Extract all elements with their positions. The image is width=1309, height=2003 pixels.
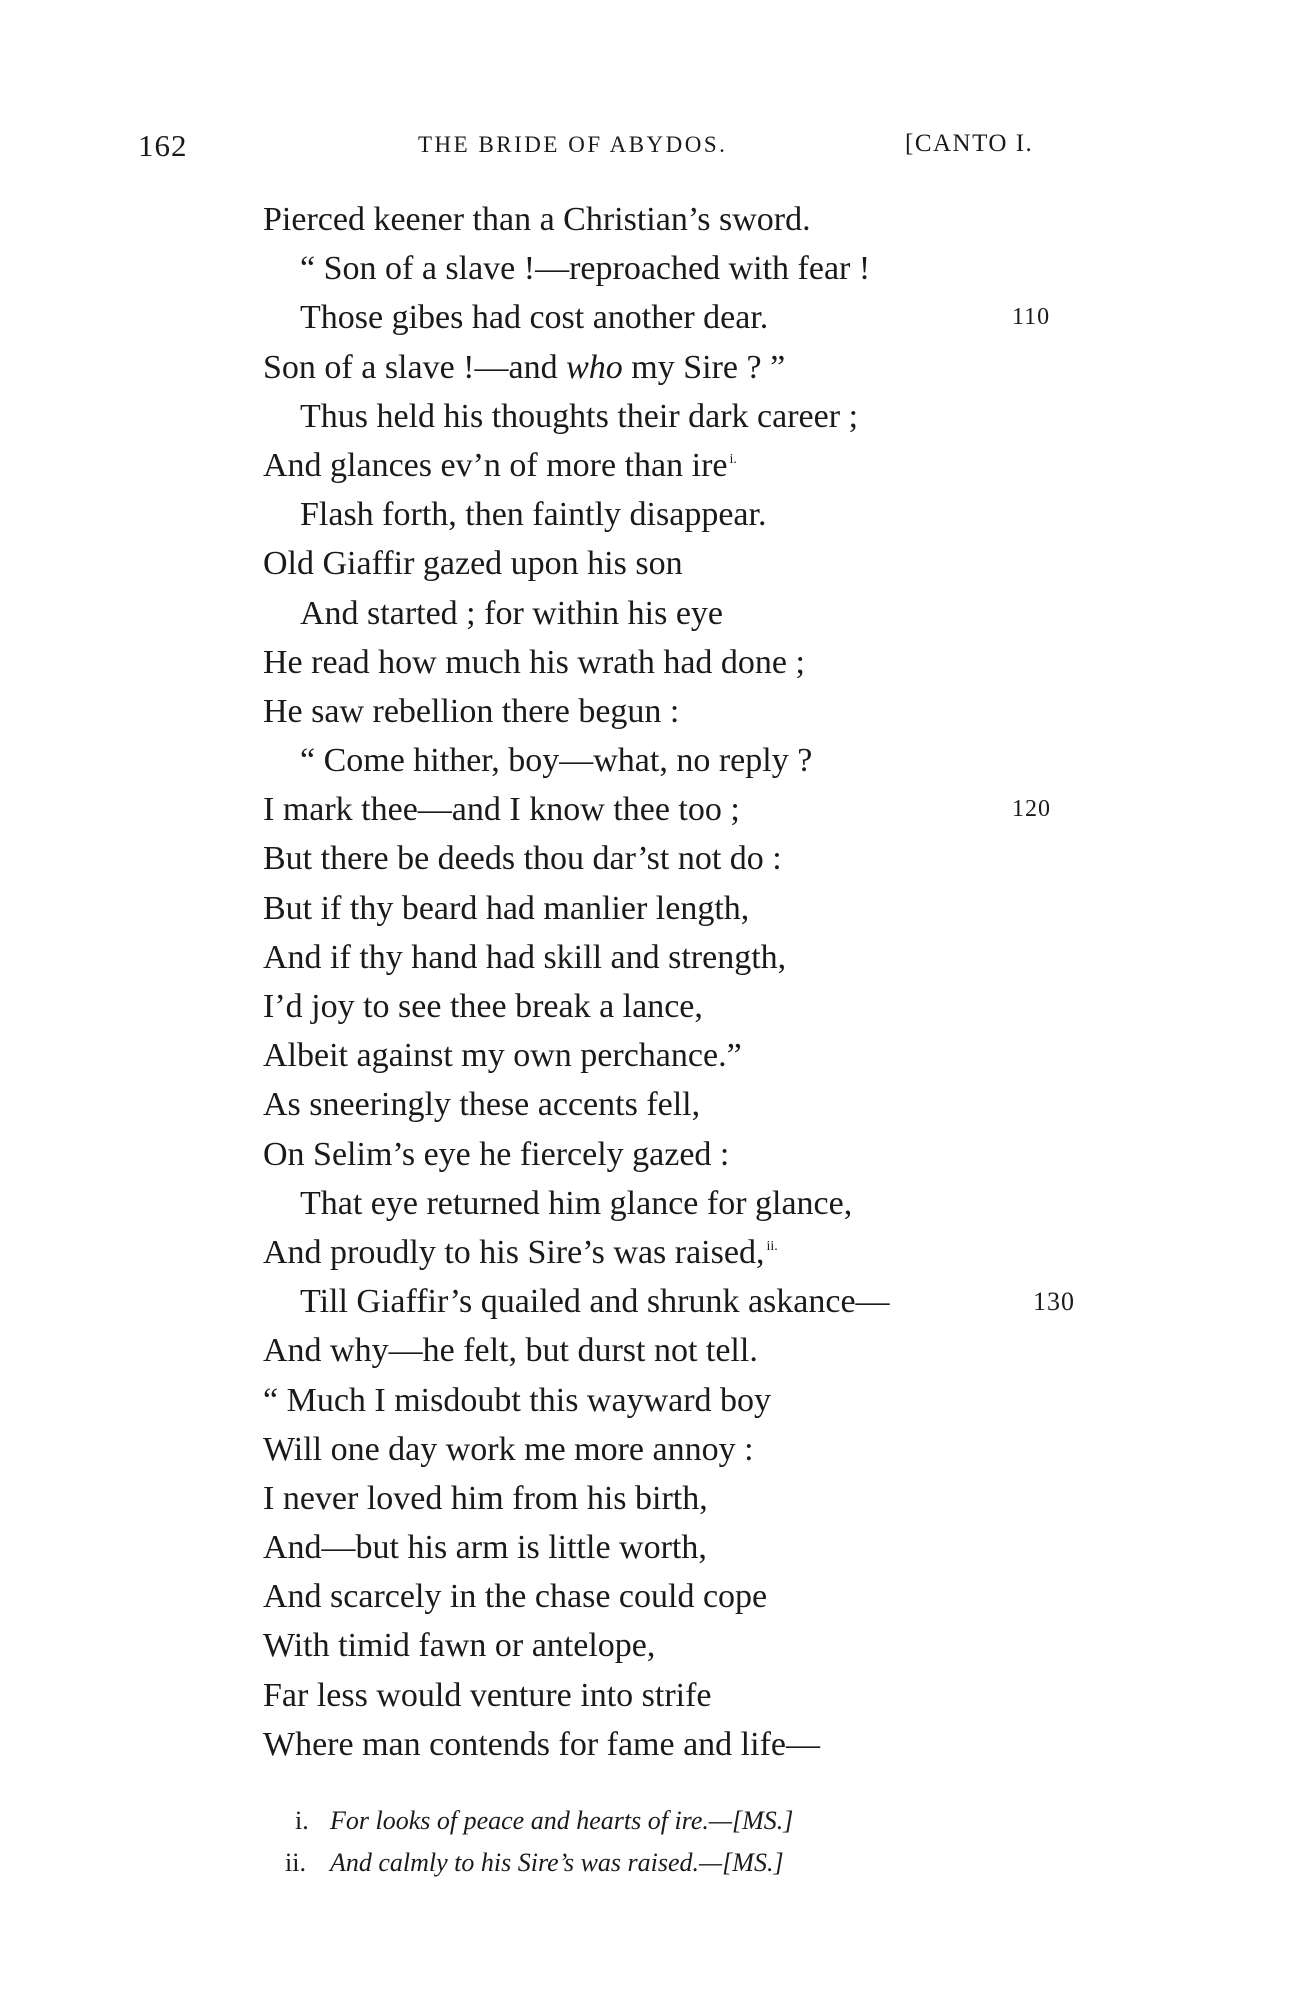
verse-line-text bbox=[300, 293, 768, 342]
verse-line bbox=[0, 244, 1309, 293]
footnotes bbox=[0, 1800, 1309, 1884]
verse-text-segment: Those gibes had cost another dear. bbox=[300, 299, 769, 337]
verse-line bbox=[0, 490, 1309, 539]
verse-line-text bbox=[300, 1179, 852, 1228]
verse-line bbox=[0, 785, 1309, 834]
page-header bbox=[0, 128, 1309, 168]
verse-text-segment: And scarcely in the chase could cope bbox=[263, 1578, 768, 1616]
verse-text-segment: But there be deeds thou dar’st not do : bbox=[263, 840, 782, 878]
verse-line-text bbox=[263, 1720, 820, 1769]
verse-line-text bbox=[300, 736, 812, 785]
verse-line bbox=[0, 1031, 1309, 1080]
verse-line bbox=[0, 687, 1309, 736]
verse-line bbox=[0, 736, 1309, 785]
verse-line bbox=[0, 589, 1309, 638]
verse-line bbox=[0, 1523, 1309, 1572]
verse-text-segment: I mark thee—and I know thee too ; bbox=[263, 791, 740, 829]
verse-text-segment: Pierced keener than a Christian’s sword. bbox=[263, 201, 811, 238]
footnote-text: For looks of peace and hearts of ire.—[MS.] bbox=[330, 1806, 794, 1835]
verse-text-segment: And proudly to his Sire’s was raised, bbox=[263, 1233, 765, 1271]
verse-text-segment: Till Giaffir’s quailed and shrunk askance— bbox=[300, 1283, 890, 1321]
verse-line bbox=[0, 1425, 1309, 1474]
line-number: 110 bbox=[1012, 304, 1051, 331]
verse-line-text bbox=[263, 539, 683, 588]
verse-text-segment: And glances ev’n of more than ire bbox=[263, 446, 728, 484]
verse-line-text bbox=[263, 1130, 729, 1179]
verse-line bbox=[0, 638, 1309, 687]
verse-line-text bbox=[263, 1326, 758, 1375]
verse-line bbox=[0, 834, 1309, 883]
verse-line-text bbox=[263, 1474, 708, 1523]
verse-line-text bbox=[263, 1080, 700, 1129]
verse-text-segment: “ Come hither, boy—what, no reply ? bbox=[300, 742, 813, 780]
verse-line-text bbox=[263, 1621, 655, 1670]
verse-text-segment: And if thy hand had skill and strength, bbox=[263, 938, 787, 976]
verse-text-segment: I never loved him from his birth, bbox=[263, 1479, 708, 1517]
verse-line-text bbox=[300, 490, 766, 539]
verse-line bbox=[0, 441, 1309, 490]
verse-line-text bbox=[263, 195, 811, 244]
verse-line bbox=[0, 1080, 1309, 1129]
verse-line-text bbox=[263, 834, 782, 883]
footnote-text: And calmly to his Sire’s was raised.—[MS.] bbox=[330, 1848, 784, 1877]
verse-text-segment: Will one day work me more annoy : bbox=[263, 1430, 754, 1468]
verse-text-segment: Son of a slave !—and bbox=[263, 348, 567, 386]
emphasized-word: who bbox=[566, 348, 623, 386]
verse-text-segment: But if thy beard had manlier length, bbox=[263, 889, 750, 927]
verse-line-text bbox=[263, 638, 805, 687]
verse-line-text bbox=[300, 1277, 890, 1326]
footnote-label: i. bbox=[295, 1806, 309, 1835]
verse-line-text bbox=[263, 441, 737, 490]
verse-text-segment: my Sire ? ” bbox=[622, 348, 786, 386]
verse-line-text bbox=[263, 884, 749, 933]
verse-line bbox=[0, 1179, 1309, 1228]
verse-line bbox=[0, 884, 1309, 933]
verse-line bbox=[0, 1326, 1309, 1375]
verse-line bbox=[0, 1572, 1309, 1621]
verse-line bbox=[0, 1277, 1309, 1326]
verse-text-segment: Where man contends for fame and life— bbox=[263, 1725, 820, 1763]
line-number: 130 bbox=[1033, 1287, 1075, 1317]
verse-line bbox=[0, 1720, 1309, 1769]
verse-line-text bbox=[263, 1572, 767, 1621]
verse-text-segment: Far less would venture into strife bbox=[263, 1676, 712, 1714]
verse-line-text bbox=[263, 1376, 771, 1425]
line-number: 120 bbox=[1012, 796, 1051, 823]
verse-line-text bbox=[263, 1228, 778, 1277]
verse-line-text bbox=[263, 1031, 742, 1080]
verse-line bbox=[0, 1228, 1309, 1277]
verse-line bbox=[0, 343, 1309, 392]
verse-line-text bbox=[263, 982, 703, 1031]
verse-line bbox=[0, 933, 1309, 982]
footnote-reference: i. bbox=[729, 451, 737, 467]
verse-line bbox=[0, 1130, 1309, 1179]
verse-text-segment: And why—he felt, but durst not tell. bbox=[263, 1332, 758, 1370]
verse-line-text bbox=[300, 392, 858, 441]
verse-text-segment: And—but his arm is little worth, bbox=[263, 1529, 707, 1567]
verse-line-text bbox=[263, 1425, 754, 1474]
verse-text-segment: He read how much his wrath had done ; bbox=[263, 643, 805, 681]
page-number: 162 bbox=[138, 128, 188, 163]
verse-line-text bbox=[263, 687, 679, 736]
verse-text-segment: With timid fawn or antelope, bbox=[263, 1627, 656, 1665]
verse-line bbox=[0, 982, 1309, 1031]
verse-line bbox=[0, 1671, 1309, 1720]
verse-text-segment: Thus held his thoughts their dark career ; bbox=[300, 397, 859, 435]
footnote-label: ii. bbox=[285, 1848, 306, 1877]
verse-line-text bbox=[263, 343, 785, 392]
footnote bbox=[0, 1842, 1309, 1884]
verse-text-segment: Albeit against my own perchance.” bbox=[263, 1037, 742, 1075]
verse-text-segment: Flash forth, then faintly disappear. bbox=[300, 496, 767, 534]
verse-line bbox=[0, 195, 1309, 244]
canto-label: [CANTO I. bbox=[905, 130, 1034, 157]
verse-line bbox=[0, 293, 1309, 342]
verse-text-segment: “ Much I misdoubt this wayward boy bbox=[263, 1381, 772, 1419]
verse-text-segment: And started ; for within his eye bbox=[300, 594, 724, 632]
verse-text-segment: On Selim’s eye he fiercely gazed : bbox=[263, 1135, 730, 1173]
verse-text-segment: I’d joy to see thee break a lance, bbox=[263, 988, 703, 1025]
verse-line-text bbox=[263, 785, 740, 834]
poem-text bbox=[0, 195, 1309, 1769]
running-title: THE BRIDE OF ABYDOS. bbox=[418, 132, 728, 157]
verse-line bbox=[0, 539, 1309, 588]
verse-line bbox=[0, 1621, 1309, 1670]
verse-text-segment: That eye returned him glance for glance, bbox=[300, 1184, 853, 1222]
verse-line-text bbox=[263, 933, 786, 982]
verse-text-segment: As sneeringly these accents fell, bbox=[263, 1086, 701, 1124]
footnote-reference: ii. bbox=[766, 1238, 778, 1254]
verse-line bbox=[0, 392, 1309, 441]
verse-text-segment: He saw rebellion there begun : bbox=[263, 692, 680, 730]
verse-line-text bbox=[300, 244, 870, 293]
verse-line-text bbox=[263, 1523, 707, 1572]
verse-line bbox=[0, 1376, 1309, 1425]
verse-line-text bbox=[263, 1671, 712, 1720]
verse-text-segment: Old Giaffir gazed upon his son bbox=[263, 545, 683, 583]
verse-line bbox=[0, 1474, 1309, 1523]
footnote bbox=[0, 1800, 1309, 1842]
verse-text-segment: “ Son of a slave !—reproached with fear ! bbox=[300, 250, 871, 288]
verse-line-text bbox=[300, 589, 723, 638]
